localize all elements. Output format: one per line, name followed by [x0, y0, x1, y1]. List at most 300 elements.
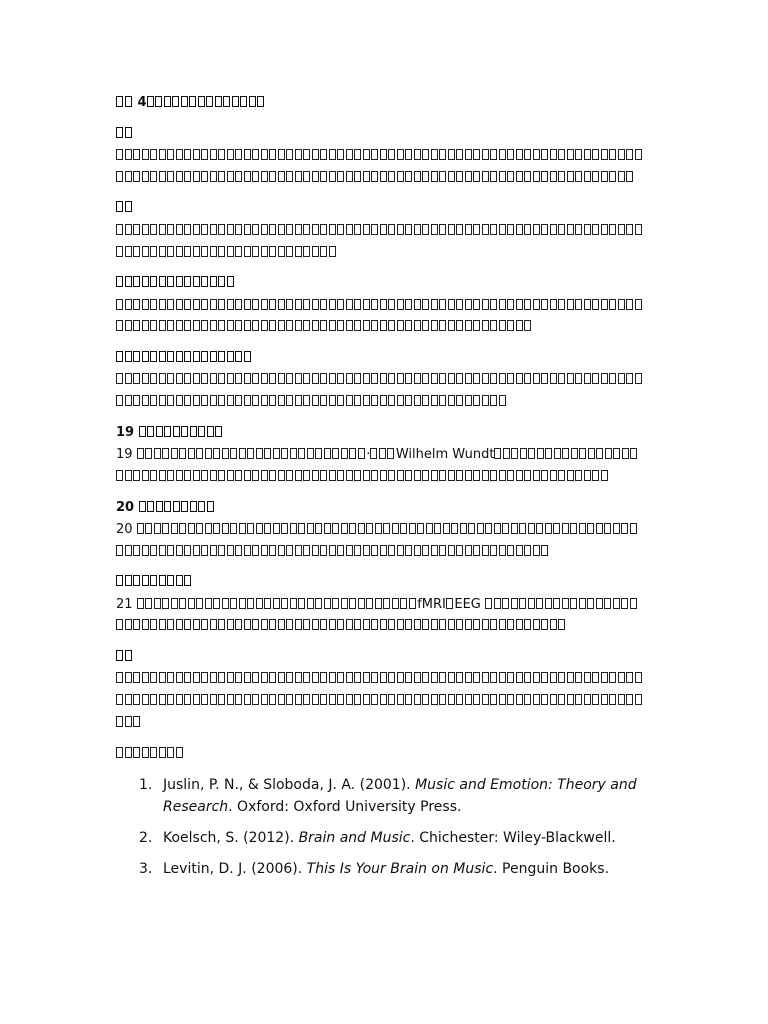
missing-glyph-box	[536, 523, 543, 534]
missing-glyph-box	[550, 299, 557, 310]
missing-glyph-box	[601, 672, 608, 683]
missing-glyph-box	[363, 299, 370, 310]
missing-glyph-box	[490, 545, 497, 556]
missing-glyph-box	[210, 351, 217, 362]
missing-glyph-box	[528, 448, 535, 459]
missing-glyph-box	[414, 619, 421, 630]
missing-glyph-box	[448, 373, 455, 384]
missing-glyph-box	[451, 523, 458, 534]
missing-glyph-box	[575, 171, 582, 182]
missing-glyph-box	[456, 470, 463, 481]
missing-glyph-box	[354, 373, 361, 384]
missing-glyph-box	[312, 373, 319, 384]
missing-glyph-box	[397, 694, 404, 705]
missing-glyph-box	[159, 224, 166, 235]
missing-glyph-box	[541, 373, 548, 384]
missing-glyph-box	[320, 470, 327, 481]
missing-glyph-box	[116, 470, 123, 481]
missing-glyph-box	[193, 224, 200, 235]
missing-glyph-box	[337, 299, 344, 310]
missing-glyph-box	[422, 395, 429, 406]
missing-glyph-box	[142, 373, 149, 384]
missing-glyph-box	[167, 545, 174, 556]
missing-glyph-box	[431, 320, 438, 331]
missing-glyph-box	[142, 276, 149, 287]
missing-glyph-box	[213, 598, 220, 609]
missing-glyph-box	[298, 598, 305, 609]
missing-glyph-box	[422, 619, 429, 630]
missing-glyph-box	[142, 747, 149, 758]
missing-glyph-box	[210, 320, 217, 331]
missing-glyph-box	[588, 448, 595, 459]
missing-glyph-box	[397, 224, 404, 235]
missing-glyph-box	[545, 523, 552, 534]
missing-glyph-box	[558, 672, 565, 683]
missing-glyph-box	[592, 299, 599, 310]
missing-glyph-box	[312, 395, 319, 406]
missing-glyph-box	[613, 598, 620, 609]
missing-glyph-box	[150, 373, 157, 384]
missing-glyph-box	[235, 351, 242, 362]
missing-glyph-box	[337, 171, 344, 182]
missing-glyph-box	[448, 619, 455, 630]
missing-glyph-box	[116, 149, 123, 160]
missing-glyph-box	[422, 470, 429, 481]
missing-glyph-box	[320, 395, 327, 406]
missing-glyph-box	[533, 694, 540, 705]
missing-glyph-box	[125, 747, 132, 758]
missing-glyph-box	[541, 299, 548, 310]
missing-glyph-box	[414, 672, 421, 683]
missing-glyph-box	[252, 694, 259, 705]
missing-glyph-box	[332, 523, 339, 534]
missing-glyph-box	[278, 619, 285, 630]
missing-glyph-box	[125, 299, 132, 310]
missing-glyph-box	[281, 448, 288, 459]
missing-glyph-box	[176, 395, 183, 406]
missing-glyph-box	[524, 470, 531, 481]
missing-glyph-box	[397, 149, 404, 160]
missing-glyph-box	[154, 598, 161, 609]
missing-glyph-box	[380, 694, 387, 705]
missing-glyph-box	[133, 276, 140, 287]
missing-glyph-box	[626, 694, 633, 705]
missing-glyph-box	[312, 299, 319, 310]
missing-glyph-box	[205, 598, 212, 609]
missing-glyph-box	[176, 545, 183, 556]
missing-glyph-box	[371, 299, 378, 310]
missing-glyph-box	[414, 470, 421, 481]
missing-glyph-box	[116, 246, 123, 257]
missing-glyph-box	[354, 395, 361, 406]
missing-glyph-box	[125, 470, 132, 481]
missing-glyph-box	[193, 246, 200, 257]
missing-glyph-box	[503, 448, 510, 459]
missing-glyph-box	[618, 694, 625, 705]
missing-glyph-box	[405, 694, 412, 705]
missing-glyph-box	[482, 299, 489, 310]
missing-glyph-box	[235, 299, 242, 310]
missing-glyph-box	[341, 598, 348, 609]
missing-glyph-box	[278, 373, 285, 384]
missing-glyph-box	[431, 694, 438, 705]
reference-publisher: . Penguin Books.	[493, 860, 610, 877]
missing-glyph-box	[147, 426, 154, 437]
missing-glyph-box	[201, 545, 208, 556]
missing-glyph-box	[431, 171, 438, 182]
missing-glyph-box	[261, 694, 268, 705]
missing-glyph-box	[116, 201, 123, 212]
missing-glyph-box	[516, 470, 523, 481]
missing-glyph-box	[473, 320, 480, 331]
missing-glyph-box	[239, 448, 246, 459]
missing-glyph-box	[354, 171, 361, 182]
missing-glyph-box	[261, 299, 268, 310]
missing-glyph-box	[213, 448, 220, 459]
missing-glyph-box	[388, 619, 395, 630]
missing-glyph-box	[167, 276, 174, 287]
missing-glyph-box	[371, 694, 378, 705]
missing-glyph-box	[176, 694, 183, 705]
missing-glyph-box	[193, 619, 200, 630]
missing-glyph-box	[405, 171, 412, 182]
missing-glyph-box	[473, 373, 480, 384]
missing-glyph-box	[456, 224, 463, 235]
missing-glyph-box	[273, 448, 280, 459]
missing-glyph-box	[553, 523, 560, 534]
missing-glyph-box	[397, 320, 404, 331]
missing-glyph-box	[533, 619, 540, 630]
missing-glyph-box	[341, 448, 348, 459]
missing-glyph-box	[179, 448, 186, 459]
missing-glyph-box	[448, 171, 455, 182]
missing-glyph-box	[605, 448, 612, 459]
missing-glyph-box	[397, 672, 404, 683]
missing-glyph-box	[167, 299, 174, 310]
missing-glyph-box	[125, 351, 132, 362]
missing-glyph-box	[133, 672, 140, 683]
missing-glyph-box	[456, 373, 463, 384]
missing-glyph-box	[392, 598, 399, 609]
missing-glyph-box	[363, 545, 370, 556]
missing-glyph-box	[184, 672, 191, 683]
missing-glyph-box	[295, 694, 302, 705]
missing-glyph-box	[358, 448, 365, 459]
missing-glyph-box	[485, 523, 492, 534]
missing-glyph-box	[354, 320, 361, 331]
missing-glyph-box	[218, 224, 225, 235]
missing-glyph-box	[392, 523, 399, 534]
missing-glyph-box	[278, 299, 285, 310]
missing-glyph-box	[295, 171, 302, 182]
missing-glyph-box	[218, 619, 225, 630]
missing-glyph-box	[516, 373, 523, 384]
missing-glyph-box	[499, 224, 506, 235]
missing-glyph-box	[244, 619, 251, 630]
missing-glyph-box	[468, 523, 475, 534]
missing-glyph-box	[218, 351, 225, 362]
missing-glyph-box	[473, 171, 480, 182]
missing-glyph-box	[609, 373, 616, 384]
missing-glyph-box	[490, 320, 497, 331]
missing-glyph-box	[188, 523, 195, 534]
missing-glyph-box	[164, 501, 171, 512]
missing-glyph-box	[490, 373, 497, 384]
missing-glyph-box	[210, 395, 217, 406]
missing-glyph-box	[439, 545, 446, 556]
missing-glyph-box	[337, 672, 344, 683]
missing-glyph-box	[502, 598, 509, 609]
missing-glyph-box	[366, 523, 373, 534]
missing-glyph-box	[155, 96, 162, 107]
section-7	[116, 571, 646, 637]
missing-glyph-box	[431, 619, 438, 630]
missing-glyph-box	[422, 373, 429, 384]
missing-glyph-box	[244, 299, 251, 310]
missing-glyph-box	[465, 149, 472, 160]
missing-glyph-box	[485, 598, 492, 609]
section-7-paragraph: 21 fMRI EEG	[116, 594, 646, 638]
missing-glyph-box	[575, 694, 582, 705]
missing-glyph-box	[176, 747, 183, 758]
missing-glyph-box	[261, 545, 268, 556]
missing-glyph-box	[320, 299, 327, 310]
missing-glyph-box	[264, 598, 271, 609]
missing-glyph-box	[329, 373, 336, 384]
missing-glyph-box	[507, 619, 514, 630]
missing-glyph-box	[567, 224, 574, 235]
missing-glyph-box	[269, 320, 276, 331]
missing-glyph-box	[439, 171, 446, 182]
missing-glyph-box	[139, 426, 146, 437]
missing-glyph-box	[346, 395, 353, 406]
missing-glyph-box	[176, 619, 183, 630]
missing-glyph-box	[320, 672, 327, 683]
section-6	[116, 497, 646, 563]
missing-glyph-box	[286, 545, 293, 556]
missing-glyph-box	[201, 149, 208, 160]
missing-glyph-box	[363, 470, 370, 481]
missing-glyph-box	[371, 224, 378, 235]
missing-glyph-box	[286, 694, 293, 705]
missing-glyph-box	[193, 672, 200, 683]
missing-glyph-box	[218, 299, 225, 310]
missing-glyph-box	[184, 171, 191, 182]
missing-glyph-box	[176, 276, 183, 287]
missing-glyph-box	[315, 598, 322, 609]
missing-glyph-box	[528, 523, 535, 534]
missing-glyph-box	[206, 96, 213, 107]
missing-glyph-box	[227, 672, 234, 683]
missing-glyph-box	[252, 545, 259, 556]
missing-glyph-box	[210, 246, 217, 257]
missing-glyph-box	[133, 545, 140, 556]
missing-glyph-box	[261, 224, 268, 235]
missing-glyph-box	[156, 501, 163, 512]
missing-glyph-box	[431, 299, 438, 310]
missing-glyph-box	[295, 672, 302, 683]
missing-glyph-box	[159, 351, 166, 362]
missing-glyph-box	[448, 672, 455, 683]
missing-glyph-box	[536, 598, 543, 609]
missing-glyph-box	[201, 320, 208, 331]
missing-glyph-box	[125, 650, 132, 661]
missing-glyph-box	[380, 373, 387, 384]
missing-glyph-box	[227, 276, 234, 287]
missing-glyph-box	[499, 149, 506, 160]
missing-glyph-box	[201, 299, 208, 310]
missing-glyph-box	[601, 224, 608, 235]
missing-glyph-box	[388, 171, 395, 182]
missing-glyph-box	[193, 373, 200, 384]
missing-glyph-box	[511, 598, 518, 609]
missing-glyph-box	[456, 171, 463, 182]
missing-glyph-box	[567, 149, 574, 160]
missing-glyph-box	[422, 149, 429, 160]
missing-glyph-box	[320, 373, 327, 384]
missing-glyph-box	[312, 224, 319, 235]
missing-glyph-box	[278, 470, 285, 481]
section-7-heading	[116, 571, 646, 593]
missing-glyph-box	[545, 448, 552, 459]
section-5-heading: 19	[116, 422, 646, 444]
missing-glyph-box	[303, 299, 310, 310]
missing-glyph-box	[312, 246, 319, 257]
missing-glyph-box	[264, 448, 271, 459]
missing-glyph-box	[159, 470, 166, 481]
missing-glyph-box	[320, 224, 327, 235]
missing-glyph-box	[159, 276, 166, 287]
missing-glyph-box	[193, 351, 200, 362]
missing-glyph-box	[380, 619, 387, 630]
missing-glyph-box	[516, 224, 523, 235]
missing-glyph-box	[346, 545, 353, 556]
missing-glyph-box	[244, 224, 251, 235]
missing-glyph-box	[482, 470, 489, 481]
missing-glyph-box	[244, 373, 251, 384]
missing-glyph-box	[332, 448, 339, 459]
missing-glyph-box	[201, 276, 208, 287]
missing-glyph-box	[184, 246, 191, 257]
missing-glyph-box	[193, 395, 200, 406]
missing-glyph-box	[159, 619, 166, 630]
missing-glyph-box	[422, 545, 429, 556]
missing-glyph-box	[375, 598, 382, 609]
missing-glyph-box	[426, 523, 433, 534]
missing-glyph-box	[329, 320, 336, 331]
missing-glyph-box	[609, 171, 616, 182]
missing-glyph-box	[388, 470, 395, 481]
missing-glyph-box	[227, 395, 234, 406]
missing-glyph-box	[363, 373, 370, 384]
missing-glyph-box	[159, 747, 166, 758]
missing-glyph-box	[499, 619, 506, 630]
missing-glyph-box	[618, 171, 625, 182]
missing-glyph-box	[465, 619, 472, 630]
missing-glyph-box	[575, 299, 582, 310]
missing-glyph-box	[439, 224, 446, 235]
missing-glyph-box	[210, 149, 217, 160]
missing-glyph-box	[575, 224, 582, 235]
missing-glyph-box	[439, 470, 446, 481]
missing-glyph-box	[125, 694, 132, 705]
missing-glyph-box	[601, 373, 608, 384]
missing-glyph-box	[329, 672, 336, 683]
missing-glyph-box	[125, 201, 132, 212]
missing-glyph-box	[156, 426, 163, 437]
section-2-heading	[116, 197, 646, 219]
missing-glyph-box	[524, 149, 531, 160]
missing-glyph-box	[244, 246, 251, 257]
missing-glyph-box	[465, 395, 472, 406]
missing-glyph-box	[227, 224, 234, 235]
missing-glyph-box	[550, 619, 557, 630]
missing-glyph-box	[303, 246, 310, 257]
missing-glyph-box	[244, 395, 251, 406]
missing-glyph-box	[592, 373, 599, 384]
missing-glyph-box	[635, 672, 642, 683]
missing-glyph-box	[298, 523, 305, 534]
missing-glyph-box	[363, 320, 370, 331]
missing-glyph-box	[511, 523, 518, 534]
missing-glyph-box	[567, 470, 574, 481]
missing-glyph-box	[516, 619, 523, 630]
missing-glyph-box	[315, 523, 322, 534]
missing-glyph-box	[380, 171, 387, 182]
section-1-heading	[116, 123, 646, 145]
missing-glyph-box	[125, 96, 132, 107]
missing-glyph-box	[575, 470, 582, 481]
missing-glyph-box	[176, 246, 183, 257]
section-6-paragraph: 20	[116, 519, 646, 563]
missing-glyph-box	[133, 575, 140, 586]
missing-glyph-box	[346, 694, 353, 705]
missing-glyph-box	[511, 448, 518, 459]
missing-glyph-box	[133, 351, 140, 362]
missing-glyph-box	[541, 470, 548, 481]
missing-glyph-box	[176, 575, 183, 586]
reference-item-2	[139, 827, 646, 849]
missing-glyph-box	[269, 395, 276, 406]
missing-glyph-box	[133, 747, 140, 758]
missing-glyph-box	[482, 373, 489, 384]
missing-glyph-box	[184, 575, 191, 586]
missing-glyph-box	[184, 224, 191, 235]
missing-glyph-box	[218, 276, 225, 287]
missing-glyph-box	[405, 299, 412, 310]
missing-glyph-box	[562, 523, 569, 534]
missing-glyph-box	[380, 545, 387, 556]
missing-glyph-box	[210, 672, 217, 683]
missing-glyph-box	[596, 598, 603, 609]
missing-glyph-box	[524, 299, 531, 310]
missing-glyph-box	[218, 694, 225, 705]
missing-glyph-box	[303, 171, 310, 182]
missing-glyph-box	[252, 395, 259, 406]
missing-glyph-box	[218, 395, 225, 406]
missing-glyph-box	[571, 448, 578, 459]
missing-glyph-box	[558, 299, 565, 310]
missing-glyph-box	[320, 171, 327, 182]
missing-glyph-box	[307, 448, 314, 459]
missing-glyph-box	[354, 694, 361, 705]
missing-glyph-box	[269, 373, 276, 384]
missing-glyph-box	[626, 171, 633, 182]
missing-glyph-box	[601, 149, 608, 160]
missing-glyph-box	[575, 672, 582, 683]
missing-glyph-box	[133, 149, 140, 160]
missing-glyph-box	[286, 320, 293, 331]
